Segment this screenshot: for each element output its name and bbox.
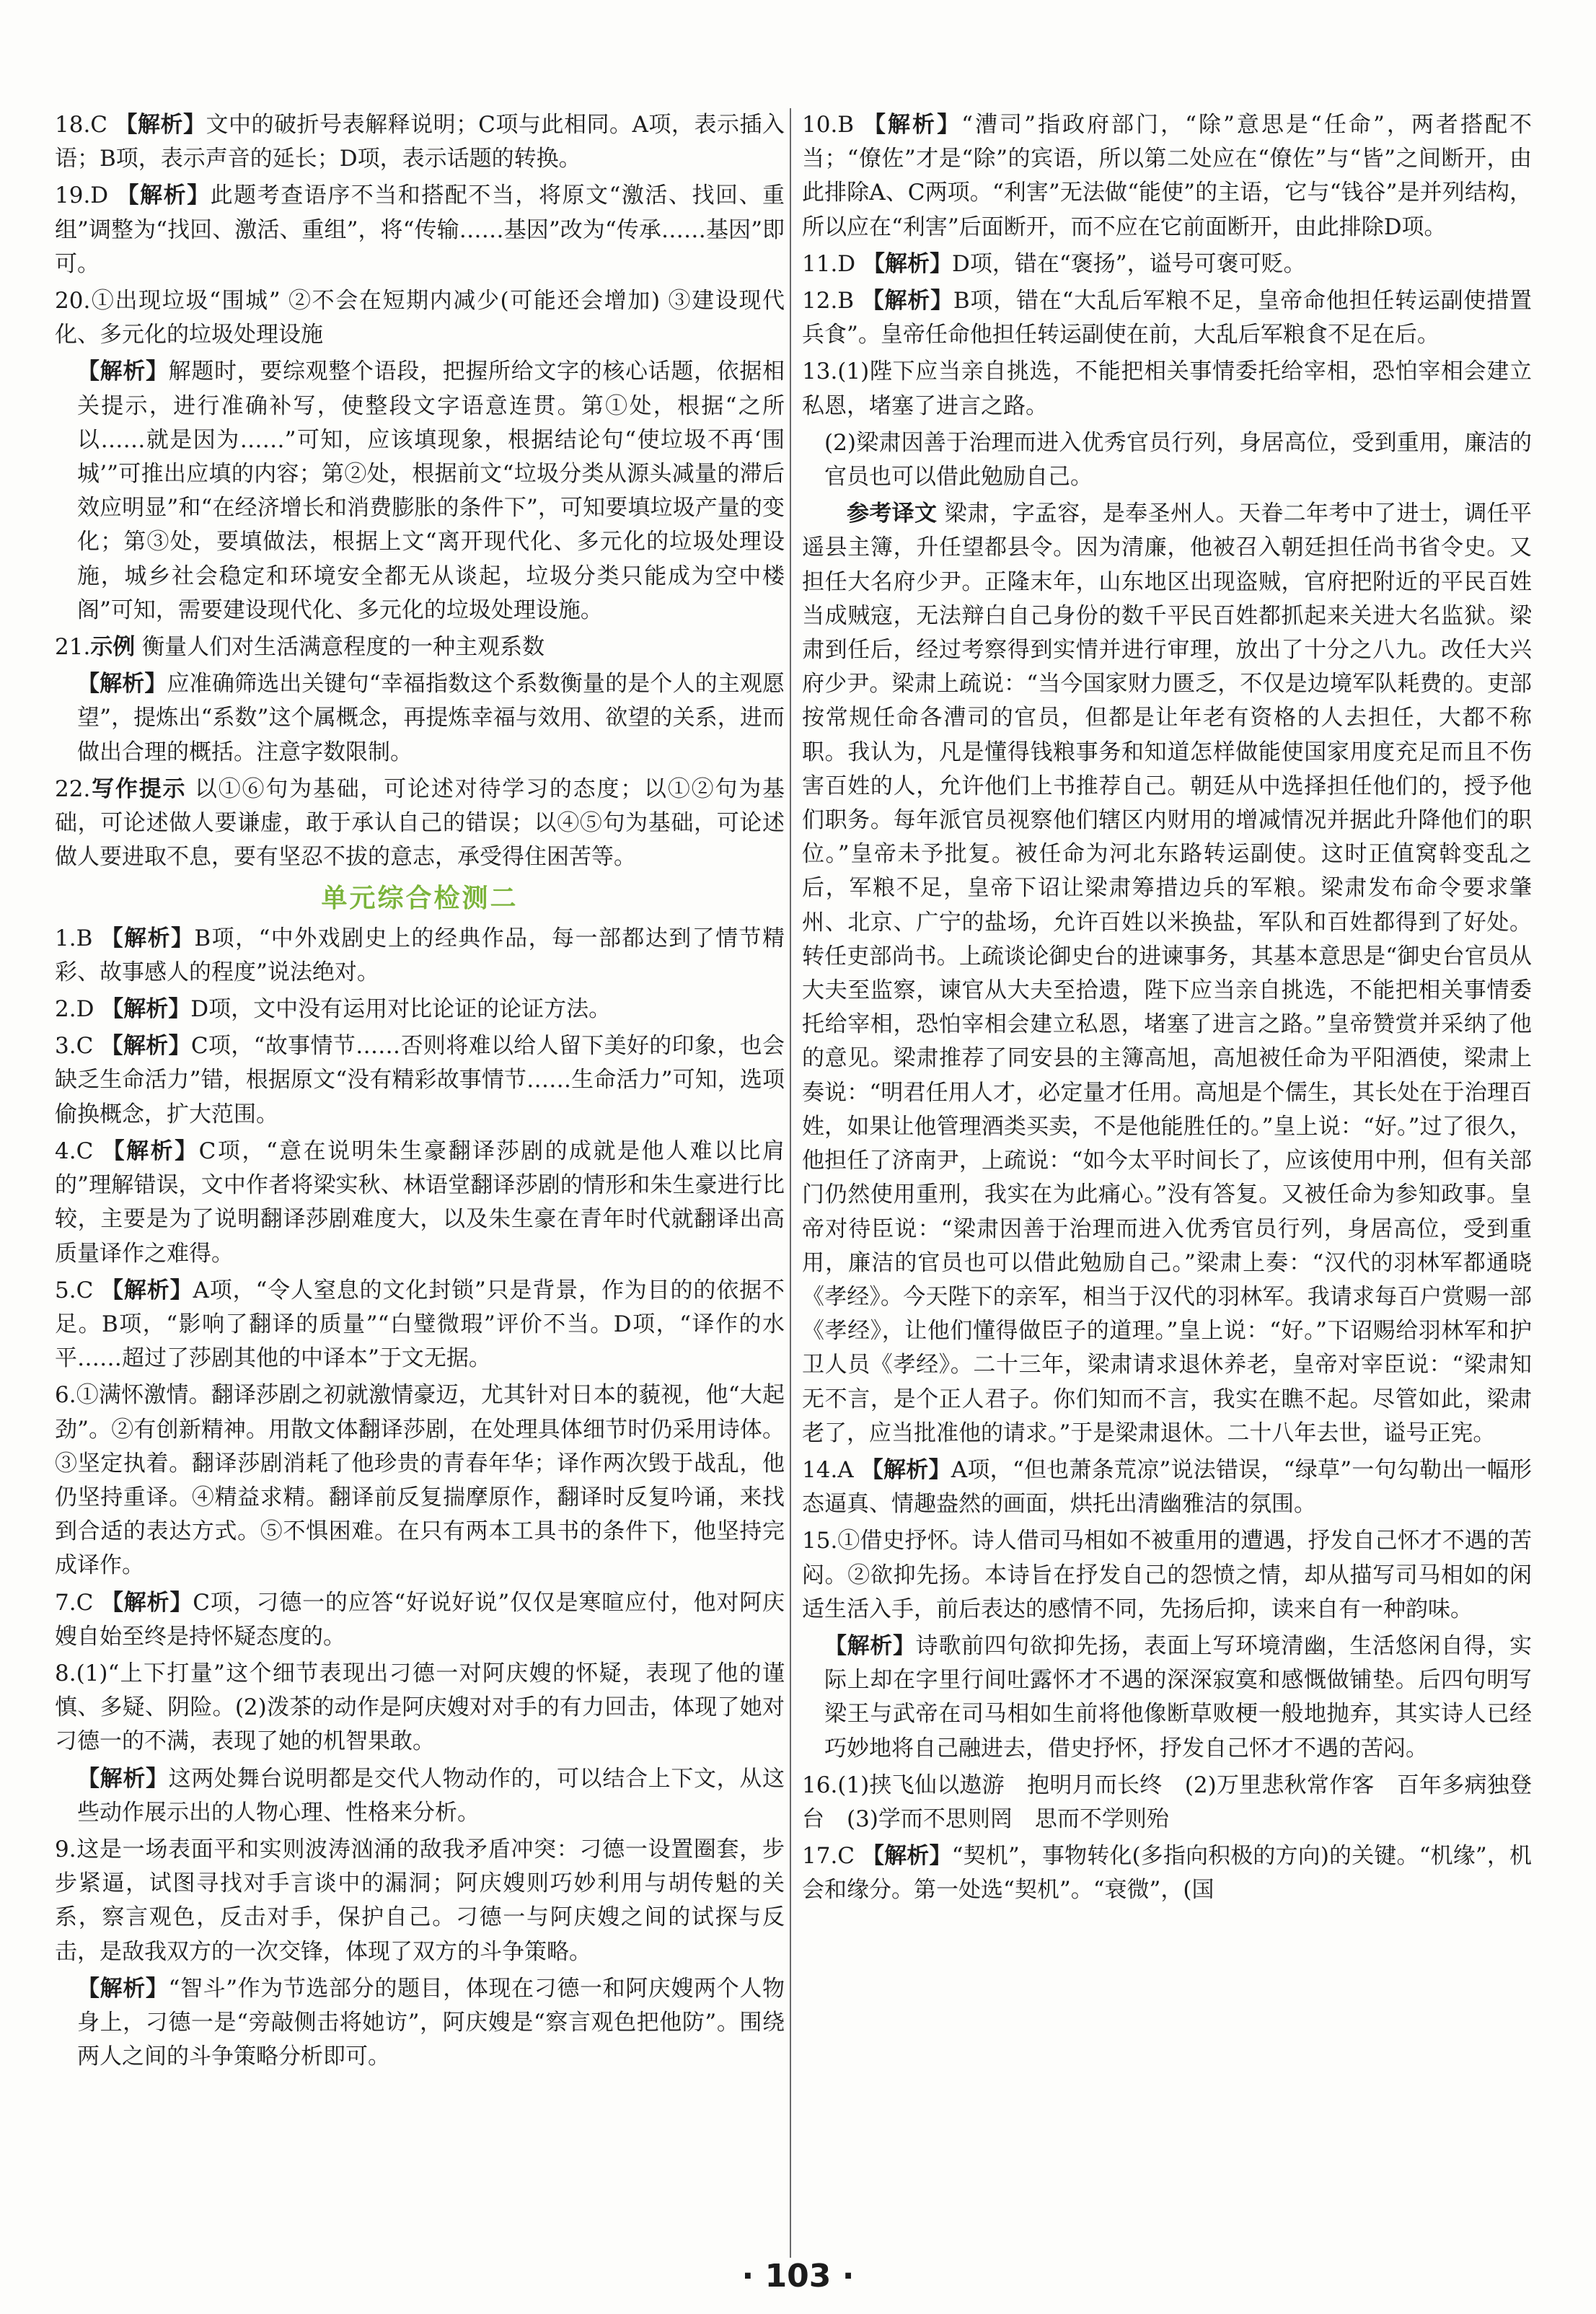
answer-item: 4.C 【解析】C项，“意在说明朱生豪翻译莎剧的成就是他人难以比肩的”理解错误，文中作者将梁实秋、林语堂翻译莎剧的情形和朱生豪进行比较，主要是为了说明翻译莎剧难度大，以及朱生豪在青年时代就翻译出高质量译作之难得。 bbox=[55, 1138, 785, 1267]
analysis: 【解析】“智斗”作为节选部分的题目，体现在刁德一和阿庆嫂两个人物身上，刁德一是“旁敲侧击将她访”，阿庆嫂是“察言观色把他防”。围绕两人之间的斗争策略分析即可。 bbox=[77, 1975, 785, 2070]
answer-item: 3.C 【解析】C项，“故事情节……否则将难以给人留下美好的印象，也会缺乏生命活力”错，根据原文“没有精彩故事情节……生命活力”可知，选项偷换概念，扩大范围。 bbox=[55, 1033, 785, 1127]
answer-item: 19.D 【解析】此题考查语序不当和搭配不当，将原文“激活、找回、重组”调整为“找回、激活、重组”，将“传输……基因”改为“传承……基因”即可。 bbox=[55, 182, 785, 277]
analysis: 【解析】诗歌前四句欲抑先扬，表面上写环境清幽，生活悠闲自得，实际上却在字里行间吐露怀才不遇的深深寂寞和感慨做铺垫。后四句明写梁王与武帝在司马相如生前将他像断草败梗一般地抛弃，其实诗人已经巧妙地将自己融进去，借史抒怀，抒发自己怀才不遇的苦闷。 bbox=[824, 1632, 1533, 1761]
answer-item: 1.B 【解析】B项，“中外戏剧史上的经典作品，每一部都达到了情节精彩、故事感人的程度”说法绝对。 bbox=[55, 925, 785, 985]
answer-item: 15.①借史抒怀。诗人借司马相如不被重用的遭遇，抒发自己怀才不遇的苦闷。②欲抑先扬。本诗旨在抒发自己的怨愤之情，却从描写司马相如的闲适生活入手，前后表达的感情不同，先扬后抑，读来自有一种韵味。 bbox=[802, 1528, 1532, 1622]
answer-item: 6.①满怀激情。翻译莎剧之初就激情豪迈，尤其针对日本的藐视，他“大起劲”。②有创新精神。用散文体翻译莎剧，在处理具体细节时仍采用诗体。③坚定执着。翻译莎剧消耗了他珍贵的青春年华；译作两次毁于战乱，他仍坚持重译。④精益求精。翻译前反复揣摩原作，翻译时反复吟诵，来找到合适的表达方式。⑤不惧困难。在只有两本工具书的条件下，他坚持完成译作。 bbox=[55, 1382, 785, 1579]
answer-item: (2)梁肃因善于治理而进入优秀官员行列，身居高位，受到重用，廉洁的官员也可以借此勉励自己。 bbox=[824, 429, 1532, 490]
answer-item: 16.(1)挟飞仙以遨游 抱明月而长终 (2)万里悲秋常作客 百年多病独登台 (3)学而不思则罔 思而不学则殆 bbox=[802, 1772, 1532, 1832]
answer-item: 22.写作提示 以①⑥句为基础，可论述对待学习的态度；以①②句为基础，可论述做人要谦虚，敢于承认自己的错误；以④⑤句为基础，可论述做人要进取不息，要有坚忍不拔的意志，承受得住困苦等。 bbox=[55, 775, 785, 871]
analysis: 【解析】应准确筛选出关键句“幸福指数这个系数衡量的是个人的主观愿望”，提炼出“系数”这个属概念，再提炼幸福与效用、欲望的关系，进而做出合理的概括。注意字数限制。 bbox=[77, 671, 785, 765]
left-column bbox=[55, 108, 785, 2077]
answer-item: 10.B 【解析】“漕司”指政府部门，“除”意思是“任命”，两者搭配不当；“僚佐”才是“除”的宾语，所以第二处应在“僚佐”与“皆”之间断开，由此排除A、C两项。“利害”无法做“能使”的主语，它与“钱谷”是并列结构，所以应在“利害”后面断开，而不应在它前面断开，由此排除D项。 bbox=[802, 112, 1533, 240]
analysis: 【解析】这两处舞台说明都是交代人物动作的，可以结合上下文，从这些动作展示出的人物心理、性格来分析。 bbox=[77, 1765, 785, 1826]
answer-item: 14.A 【解析】A项，“但也萧条荒凉”说法错误，“绿草”一句勾勒出一幅形态逼真、情趣盎然的画面，烘托出清幽雅洁的氛围。 bbox=[802, 1456, 1533, 1518]
answer-item: 7.C 【解析】C项，刁德一的应答“好说好说”仅仅是寒暄应付，他对阿庆嫂自始至终是持怀疑态度的。 bbox=[55, 1589, 785, 1650]
answer-item: 20.①出现垃圾“围城” ②不会在短期内减少(可能还会增加) ③建设现代化、多元化的垃圾处理设施 bbox=[55, 288, 785, 348]
answer-item: 5.C 【解析】A项，“令人窒息的文化封锁”只是背景，作为目的的依据不足。B项，“影响了翻译的质量”“白璧微瑕”评价不当。D项，“译作的水平……超过了莎剧其他的中译本”于文无据。 bbox=[55, 1277, 785, 1372]
section-title: 单元综合检测二 bbox=[321, 884, 519, 914]
answer-item: 13.(1)陛下应当亲自挑选，不能把相关事情委托给宰相，恐怕宰相会建立私恩，堵塞了进言之路。 bbox=[802, 358, 1532, 419]
page-number: · 103 · bbox=[741, 2258, 855, 2295]
answer-item: 21.示例 衡量人们对生活满意程度的一种主观系数 bbox=[55, 634, 545, 661]
answer-item: 11.D 【解析】D项，错在“褒扬”，谥号可褒可贬。 bbox=[802, 250, 1306, 277]
answer-item: 2.D 【解析】D项，文中没有运用对比论证的论证方法。 bbox=[55, 996, 612, 1023]
answer-item: 9.这是一场表面平和实则波涛汹涌的敌我矛盾冲突：刁德一设置圈套，步步紧逼，试图寻找对手言谈中的漏洞；阿庆嫂则巧妙利用与胡传魁的关系，察言观色，反击对手，保护自己。刁德一与阿庆嫂之间的试探与反击，是敌我双方的一次交锋，体现了双方的斗争策略。 bbox=[55, 1836, 785, 1965]
right-column bbox=[802, 108, 1532, 1911]
column-divider bbox=[790, 108, 791, 2258]
reference-translation: 参考译文 梁肃，字孟容，是奉圣州人。天眷二年考中了进士，调任平遥县主簿，升任望都县令。因为清廉，他被召入朝廷担任尚书省令史。又担任大名府少尹。正隆末年，山东地区出现盗贼，官府把附近的平民百姓当成贼寇，无法辩白自己身份的数千平民百姓都抓起来关进大名监狱。梁肃到任后，经过考察得到实情并进行审理，放出了十分之八九。改任大兴府少尹。梁肃上疏说：“当今国家财力匮乏，不仅是边境军队耗费的。吏部按常规任命各漕司的官员，但都是让年老有资格的人去担任，大都不称职。我认为，凡是懂得钱粮事务和知道怎样做能使国家用度充足而且不伤害百姓的人，允许他们上书推荐自己。朝廷从中选择担任他们的，授予他们职务。每年派官员视察他们辖区内财用的增减情况并据此升降他们的职位。”皇帝未予批复。被任命为河北东路转运副使。这时正值窝斡变乱之后，军粮不足，皇帝下诏让梁肃筹措边兵的军粮。梁肃发布命令要求肇州、北京、广宁的盐场，允许百姓以米换盐，军队和百姓都得到了好处。转任吏部尚书。上疏谈论御史台的进谏事务，其基本意思是“御史台官员从大夫至监察，谏官从大夫至拾遗，陛下应当亲自挑选，不能把相关事情委托给宰相，恐怕宰相会建立私恩，堵塞了进言之路。”皇帝赞赏并采纳了他的意见。梁肃推荐了同安县的主簿高旭，高旭被任命为平阳酒使，梁肃上奏说：“明君任用人才，必定量才任用。高旭是个儒生，其长处在于治理百姓，如果让他管理酒类买卖，不是他能胜任的。”皇上说：“好。”过了很久，他担任了济南尹，上疏说：“如今太平时间长了，应该使用中刑，但有关部门仍然使用重刑，我实在为此痛心。”没有答复。又被任命为参知政事。皇帝对待臣说：“梁肃因善于治理而进入优秀官员行列，身居高位，受到重用，廉洁的官员也可以借此勉励自己。”梁肃上奏：“汉代的羽林军都通晓《孝经》。今天陛下的亲军，相当于汉代的羽林军。我请求每百户赏赐一部《孝经》，让他们懂得做臣子的道理。”皇上说：“好。”下诏赐给羽林军和护卫人员《孝经》。二十三年，梁肃请求退休养老，皇帝对宰臣说：“梁肃知无不言，是个正人君子。你们知而不言，我实在瞧不起。尽管如此，梁肃老了，应当批准他的请求。”于是梁肃退休。二十八年去世，谥号正宪。 bbox=[802, 501, 1533, 1446]
answer-item: 12.B 【解析】B项，错在“大乱后军粮不足，皇帝命他担任转运副使措置兵食”。皇帝任命他担任转运副使在前，大乱后军粮食不足在后。 bbox=[802, 288, 1532, 348]
answer-item: 18.C 【解析】文中的破折号表解释说明；C项与此相同。A项，表示插入语；B项，表示声音的延长；D项，表示话题的转换。 bbox=[55, 112, 785, 172]
answer-item: 17.C 【解析】“契机”，事物转化(多指向积极的方向)的关键。“机缘”，机会和缘分。第一处选“契机”。“衰微”，(国 bbox=[802, 1843, 1532, 1904]
analysis: 【解析】解题时，要综观整个语段，把握所给文字的核心话题，依据相关提示，进行准确补写，使整段文字语意连贯。第①处，根据“之所以……就是因为……”可知，应该填现象，根据结论句“使垃圾不再‘围城’”可推出应填的内容；第②处，根据前文“垃圾分类从源头减量的滞后效应明显”和“在经济增长和消费膨胀的条件下”，可知要填垃圾产量的变化；第③处，要填做法，根据上文“离开现代化、多元化的垃圾处理设施，城乡社会稳定和环境安全都无从谈起，垃圾分类只能成为空中楼阁”可知，需要建设现代化、多元化的垃圾处理设施。 bbox=[77, 358, 785, 623]
answer-item: 8.(1)“上下打量”这个细节表现出刁德一对阿庆嫂的怀疑，表现了他的谨慎、多疑、阴险。(2)泼茶的动作是阿庆嫂对对手的有力回击，体现了她对刁德一的不满，表现了她的机智果敢。 bbox=[55, 1660, 785, 1755]
